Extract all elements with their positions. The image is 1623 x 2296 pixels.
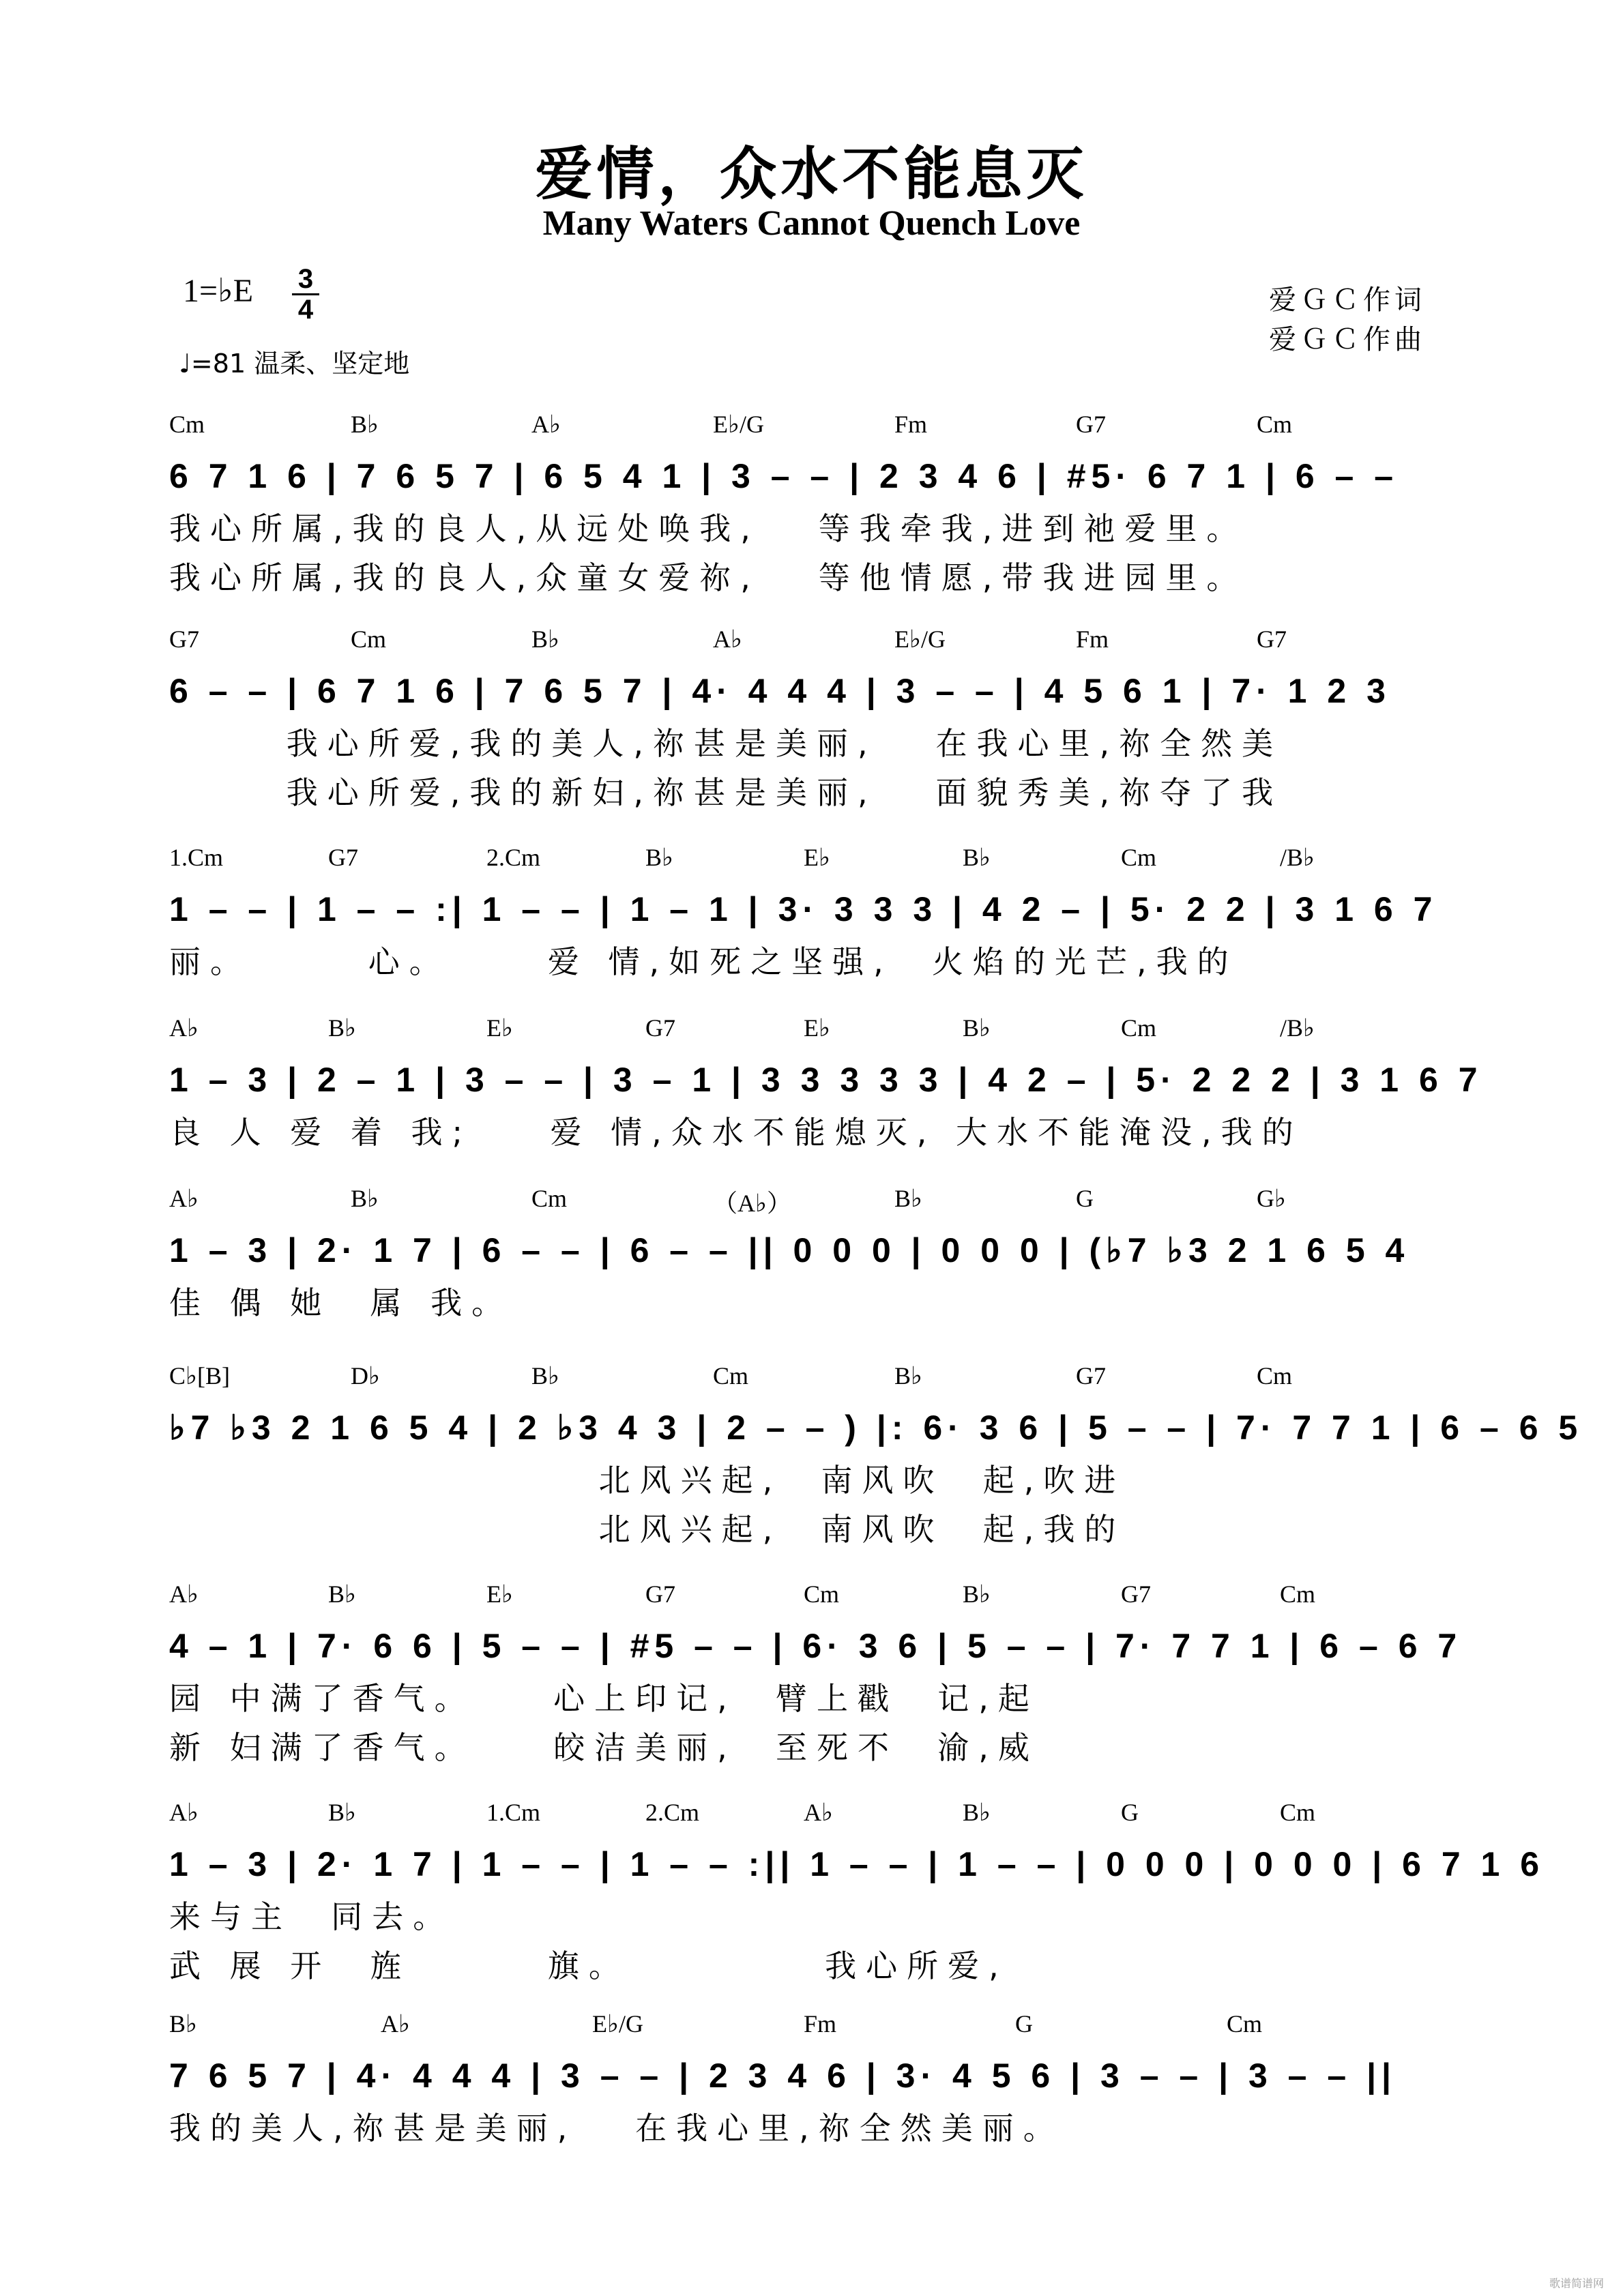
note-row: 1 – – | 1 – – :| 1 – – | 1 – 1 | 3· 3 3 3 | 4 2 – | 5· 2 2 | 3 1 6 7	[169, 890, 1438, 928]
chord-symbol: G7	[169, 625, 199, 653]
chord-symbol: B♭	[894, 1362, 922, 1389]
music-system	[169, 1010, 1483, 1157]
chord-row	[169, 1180, 1465, 1222]
chord-symbol: G	[1076, 1185, 1094, 1212]
chord-symbol: B♭	[351, 411, 379, 438]
tempo-marking: ♩=81 温柔、坚定地	[179, 349, 410, 379]
chord-symbol: A♭	[713, 625, 742, 653]
chord-row	[169, 406, 1465, 448]
chord-symbol: G	[1121, 1799, 1139, 1826]
chord-symbol: A♭	[381, 2010, 410, 2037]
note-row: 4 – 1 | 7· 6 6 | 5 – – | #5 – – | 6· 3 6 | 5 – – | 7· 7 7 1 | 6 – 6 7	[169, 1627, 1463, 1665]
chord-symbol: E♭	[804, 844, 830, 871]
chord-symbol: A♭	[804, 1799, 833, 1826]
chord-symbol: A♭	[169, 1580, 199, 1608]
chord-symbol: E♭	[486, 1014, 513, 1042]
chord-symbol: G7	[1076, 411, 1106, 438]
lyric-line: 丽。 心。 爱 情,如死之坚强, 火焰的光芒,我的	[169, 943, 1238, 980]
chord-row	[169, 621, 1465, 663]
chord-symbol: D♭	[351, 1362, 380, 1389]
chord-symbol: C♭[B]	[169, 1362, 230, 1389]
chord-row	[169, 839, 1465, 881]
chord-symbol: E♭/G	[592, 2010, 643, 2037]
music-system	[169, 2005, 1465, 2153]
note-row: 7 6 5 7 | 4· 4 4 4 | 3 – – | 2 3 4 6 | 3· 4 5 6 | 3 – – | 3 – – ||	[169, 2057, 1397, 2095]
chord-symbol: Cm	[1121, 1014, 1157, 1042]
chord-symbol: B♭	[328, 1799, 356, 1826]
chord-symbol: /B♭	[1280, 844, 1315, 871]
chord-symbol: B♭	[963, 1799, 991, 1826]
lyric-line: 我心所爱,我的新妇,祢甚是美丽, 面貌秀美,祢夺了我	[169, 774, 1283, 811]
meter-top: 3	[297, 264, 314, 294]
lyric-line: 我的美人,祢甚是美丽, 在我心里,祢全然美丽。	[169, 2110, 1064, 2147]
music-system	[169, 406, 1465, 602]
chord-symbol: B♭	[963, 1014, 991, 1042]
chord-symbol: B♭	[531, 625, 559, 653]
chord-symbol: E♭	[486, 1580, 513, 1608]
chord-symbol: Cm	[169, 411, 205, 438]
chord-symbol: G♭	[1257, 1185, 1286, 1212]
chord-symbol: A♭	[169, 1014, 199, 1042]
chord-symbol: B♭	[328, 1014, 356, 1042]
music-system	[169, 621, 1465, 817]
music-system	[169, 1794, 1545, 1990]
chord-symbol: G7	[645, 1580, 675, 1608]
chord-row	[169, 1010, 1465, 1052]
chord-symbol: B♭	[963, 844, 991, 871]
composer-credit: 爱ＧＣ作曲	[1269, 324, 1426, 355]
chord-symbol: G7	[1121, 1580, 1151, 1608]
chord-symbol: Cm	[1257, 411, 1293, 438]
chord-symbol: Fm	[894, 411, 928, 438]
song-subtitle: Many Waters Cannot Quench Love	[542, 204, 1081, 243]
chord-symbol: B♭	[328, 1580, 356, 1608]
chord-symbol: 2.Cm	[645, 1799, 700, 1826]
chord-symbol: Cm	[1280, 1580, 1316, 1608]
chord-symbol: 1.Cm	[486, 1799, 541, 1826]
chord-row	[169, 1357, 1465, 1400]
note-row: 1 – 3 | 2 – 1 | 3 – – | 3 – 1 | 3 3 3 3 3 | 4 2 – | 5· 2 2 2 | 3 1 6 7	[169, 1061, 1483, 1099]
chord-symbol: Fm	[804, 2010, 837, 2037]
chord-symbol: A♭	[169, 1799, 199, 1826]
chord-symbol: A♭	[531, 411, 561, 438]
chord-symbol: 2.Cm	[486, 844, 541, 871]
lyric-line: 北风兴起, 南风吹 起,我的	[169, 1511, 1126, 1548]
time-signature	[292, 265, 319, 324]
chord-symbol: Cm	[531, 1185, 568, 1212]
lyric-line: 良 人 爱 着 我; 爱 情,众水不能熄灭, 大水不能淹没,我的	[169, 1114, 1303, 1151]
music-system	[169, 839, 1465, 986]
song-title: 爱情，众水不能息灭	[535, 140, 1088, 207]
chord-row	[169, 2005, 1465, 2048]
chord-symbol: Cm	[351, 625, 387, 653]
chord-row	[169, 1576, 1465, 1618]
lyric-line: 新 妇满了香气。 皎洁美丽, 至死不 渝,威	[169, 1729, 1039, 1766]
chord-symbol: E♭/G	[713, 411, 764, 438]
chord-symbol: B♭	[169, 2010, 197, 2037]
note-row: ♭7 ♭3 2 1 6 5 4 | 2 ♭3 4 3 | 2 – – ) |: 6· 3 6 | 5 – – | 7· 7 7 1 | 6 – 6 5	[169, 1409, 1583, 1447]
chord-symbol: Cm	[1280, 1799, 1316, 1826]
chord-symbol: /B♭	[1280, 1014, 1315, 1042]
chord-symbol: G	[1015, 2010, 1033, 2037]
lyric-line: 来与主 同去。	[169, 1898, 454, 1935]
chord-symbol: B♭	[963, 1580, 991, 1608]
chord-symbol: B♭	[894, 1185, 922, 1212]
music-system	[169, 1357, 1583, 1554]
lyric-line: 我心所属,我的良人,从远处唤我, 等我牵我,进到祂爱里。	[169, 510, 1248, 547]
chord-symbol: B♭	[351, 1185, 379, 1212]
note-row: 6 – – | 6 7 1 6 | 7 6 5 7 | 4· 4 4 4 | 3 – – | 4 5 6 1 | 7· 1 2 3	[169, 672, 1391, 710]
chord-symbol: G7	[328, 844, 358, 871]
chord-symbol: B♭	[531, 1362, 559, 1389]
chord-symbol: E♭/G	[894, 625, 946, 653]
lyric-line: 我心所属,我的良人,众童女爱祢, 等他情愿,带我进园里。	[169, 559, 1248, 596]
chord-symbol: Cm	[1227, 2010, 1263, 2037]
chord-symbol: E♭	[804, 1014, 830, 1042]
chord-symbol: B♭	[645, 844, 673, 871]
chord-symbol: Cm	[804, 1580, 840, 1608]
chord-symbol: （A♭）	[713, 1190, 791, 1217]
lyricist-credit: 爱ＧＣ作词	[1269, 284, 1426, 316]
chord-symbol: G7	[645, 1014, 675, 1042]
note-row: 1 – 3 | 2· 1 7 | 1 – – | 1 – – :|| 1 – – | 1 – – | 0 0 0 | 0 0 0 | 6 7 1 6	[169, 1845, 1545, 1883]
chord-symbol: Fm	[1076, 625, 1109, 653]
chord-symbol: G7	[1257, 625, 1287, 653]
key-signature: 1=♭E	[183, 273, 254, 309]
lyric-line: 园 中满了香气。 心上印记, 臂上戳 记,起	[169, 1680, 1039, 1717]
chord-row	[169, 1794, 1465, 1836]
lyric-line: 我心所爱,我的美人,祢甚是美丽, 在我心里,祢全然美	[169, 725, 1283, 762]
chord-symbol: Cm	[1257, 1362, 1293, 1389]
music-system	[169, 1576, 1465, 1772]
music-system	[169, 1180, 1465, 1327]
chord-symbol: Cm	[713, 1362, 749, 1389]
chord-symbol: Cm	[1121, 844, 1157, 871]
meter-bottom: 4	[292, 293, 319, 324]
note-row: 1 – 3 | 2· 1 7 | 6 – – | 6 – – || 0 0 0 | 0 0 0 | (♭7 ♭3 2 1 6 5 4	[169, 1231, 1410, 1269]
lyric-line: 北风兴起, 南风吹 起,吹进	[169, 1462, 1126, 1499]
watermark: 歌谱简谱网	[1549, 2277, 1604, 2290]
lyric-line: 武 展 开 旌 旗。 我心所爱,	[169, 1947, 1008, 1984]
chord-symbol: G7	[1076, 1362, 1106, 1389]
note-row: 6 7 1 6 | 7 6 5 7 | 6 5 4 1 | 3 – – | 2 3 4 6 | #5· 6 7 1 | 6 – –	[169, 457, 1399, 495]
chord-symbol: 1.Cm	[169, 844, 224, 871]
chord-symbol: A♭	[169, 1185, 199, 1212]
lyric-line: 佳 偶 她 属 我。	[169, 1284, 513, 1321]
